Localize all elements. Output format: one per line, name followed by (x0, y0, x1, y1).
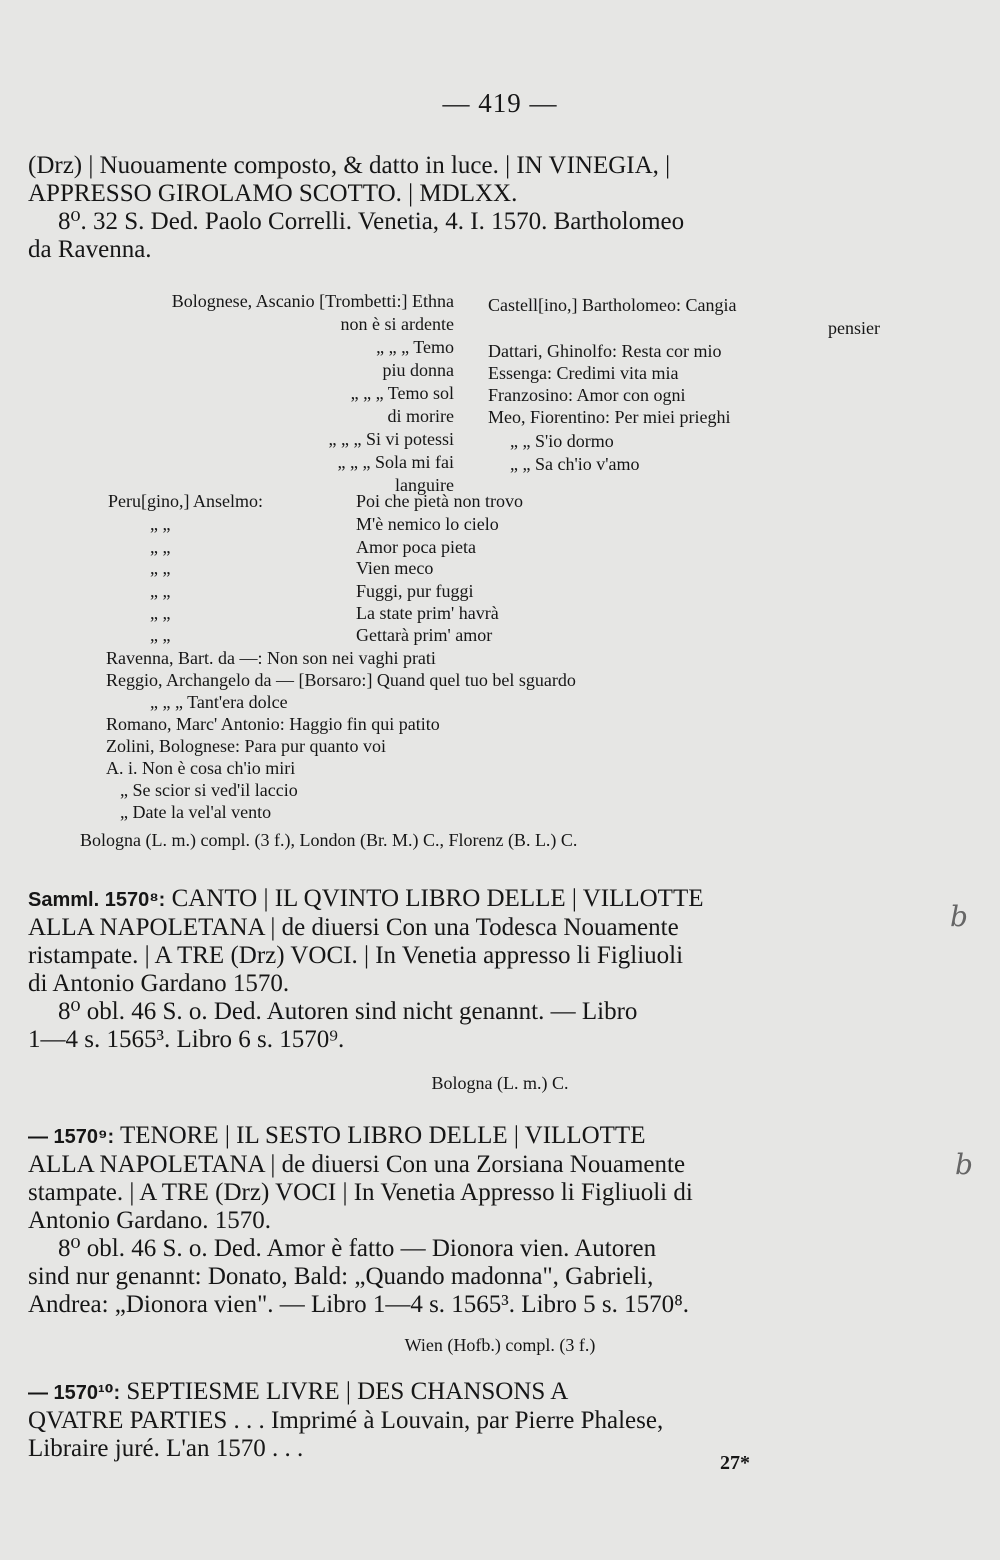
intro-line: 8⁰. 32 S. Ded. Paolo Correlli. Venetia, 4. I. 1570. Bartholomeo (58, 208, 685, 235)
library-holdings: Bologna (L. m.) compl. (3 f.), London (Br. M.) C., Florenz (B. L.) C. (80, 830, 578, 850)
composer-line: „ „ „ Temo sol (350, 383, 454, 403)
entry-1570-9 (28, 1122, 876, 1319)
song-title: Amor poca pieta (356, 537, 476, 557)
entry-line: Libraire juré. L'an 1570 . . . (28, 1435, 304, 1462)
composer-line: „ Se scior si ved'il laccio (120, 780, 298, 800)
song-title: La state prim' havrà (356, 603, 499, 623)
ditto-mark: „ „ (150, 603, 171, 623)
ditto-mark: „ „ (150, 537, 171, 557)
song-title: Fuggi, pur fuggi (356, 581, 474, 601)
entry-1570-10 (28, 1378, 876, 1463)
entry-line: SEPTIESME LIVRE | DES CHANSONS A (126, 1378, 569, 1405)
entry-line: ALLA NAPOLETANA | de diuersi Con una Zorsiana Nouamente (28, 1151, 686, 1178)
margin-note: b (950, 900, 968, 933)
ditto-mark: „ „ (150, 558, 171, 578)
composer-line: piu donna (382, 360, 454, 380)
composer-line: Bolognese, Ascanio [Trombetti:] Ethna (171, 291, 454, 311)
intro-line: (Drz) | Nuouamente composto, & datto in luce. | IN VINEGIA, | (28, 152, 671, 179)
entry-line: TENORE | IL SESTO LIBRO DELLE | VILLOTTE (120, 1122, 646, 1149)
intro-line: APPRESSO GIROLAMO SCOTTO. | MDLXX. (28, 180, 518, 207)
entry-line: sind nur genannt: Donato, Bald: „Quando madonna", Gabrieli, (28, 1263, 654, 1290)
composer-line: non è si ardente (340, 314, 454, 334)
entry-line: ALLA NAPOLETANA | de diuersi Con una Todesca Nouamente (28, 914, 679, 941)
library-holdings: Bologna (L. m.) C. (431, 1073, 569, 1093)
song-title: Vien meco (356, 558, 434, 578)
composer-line: languire (395, 475, 454, 495)
composer-line: di morire (387, 406, 454, 426)
composer-line: A. i. Non è cosa ch'io miri (106, 758, 296, 778)
composer-line: Essenga: Credimi vita mia (488, 363, 679, 383)
margin-note: b (955, 1148, 973, 1181)
entry-label: — 1570⁹: (28, 1126, 115, 1148)
entry-line: di Antonio Gardano 1570. (28, 970, 290, 997)
entry-line: 1—4 s. 1565³. Libro 6 s. 1570⁹. (28, 1026, 345, 1053)
entry-line: Antonio Gardano. 1570. (28, 1207, 272, 1234)
song-title: Gettarà prim' amor (356, 625, 493, 645)
composer-line: „ „ „ Sola mi fai (337, 452, 454, 472)
composer-line: „ „ „ Temo (376, 337, 454, 357)
composer-line: Castell[ino,] Bartholomeo: Cangia (488, 295, 737, 315)
song-title: Poi che pietà non trovo (356, 491, 523, 511)
entry-line: ristampate. | A TRE (Drz) VOCI. | In Venetia appresso li Figliuoli (28, 942, 684, 969)
composer-line: Reggio, Archangelo da — [Borsaro:] Quand quel tuo bel sguardo (106, 670, 576, 690)
intro-block (28, 152, 876, 264)
ditto-mark: „ „ (150, 625, 171, 645)
composer-line: „ „ „ Tant'era dolce (150, 692, 288, 712)
song-title: M'è nemico lo cielo (356, 514, 499, 534)
entry-line: QVATRE PARTIES . . . Imprimé à Louvain, par Pierre Phalese, (28, 1407, 664, 1434)
composer-line: „ „ S'io dormo (510, 431, 614, 451)
composer-line: pensier (828, 318, 880, 338)
entry-line: 8⁰ obl. 46 S. o. Ded. Amor è fatto — Dionora vien. Autoren (58, 1235, 657, 1262)
composer-line: Zolini, Bolognese: Para pur quanto voi (106, 736, 386, 756)
entry-line: stampate. | A TRE (Drz) VOCI | In Venetia Appresso li Figliuoli di (28, 1179, 693, 1206)
entry-1570-8 (28, 885, 876, 1054)
entry-line: CANTO | IL QVINTO LIBRO DELLE | VILLOTTE (171, 885, 704, 912)
entry-line: 8⁰ obl. 46 S. o. Ded. Autoren sind nicht genannt. — Libro (58, 998, 638, 1025)
composer-name: Peru[gino,] Anselmo: (108, 491, 263, 511)
composer-line: „ „ Sa ch'io v'amo (510, 454, 640, 474)
signature-mark: 27* (720, 1452, 750, 1474)
library-holdings: Wien (Hofb.) compl. (3 f.) (404, 1335, 596, 1355)
composer-line: Romano, Marc' Antonio: Haggio fin qui patito (106, 714, 440, 734)
page-number: — 419 — (442, 88, 558, 118)
ditto-mark: „ „ (150, 514, 171, 534)
composer-line: Ravenna, Bart. da —: Non son nei vaghi prati (106, 648, 436, 668)
composer-line: Dattari, Ghinolfo: Resta cor mio (488, 341, 722, 361)
entry-line: Andrea: „Dionora vien". — Libro 1—4 s. 1565³. Libro 5 s. 1570⁸. (28, 1291, 690, 1318)
intro-line: da Ravenna. (28, 236, 152, 263)
entry-label: Samml. 1570⁸: (28, 889, 166, 911)
entry-label: — 1570¹⁰: (28, 1382, 121, 1404)
composer-line: „ „ „ Si vi potessi (328, 429, 454, 449)
ditto-mark: „ „ (150, 581, 171, 601)
composer-line: Meo, Fiorentino: Per miei prieghi (488, 407, 731, 427)
composer-line: Franzosino: Amor con ogni (488, 385, 686, 405)
composer-line: „ Date la vel'al vento (120, 802, 272, 822)
